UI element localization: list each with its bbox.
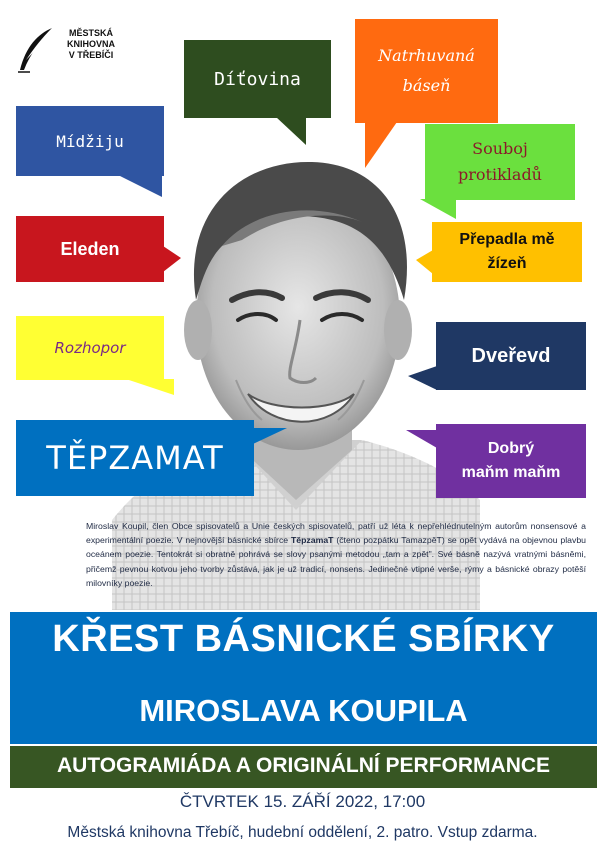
bubble-tepzamat-text: TĚPZAMAT xyxy=(46,439,224,477)
bubble-prepadla-line-2: žízeň xyxy=(487,255,527,272)
event-title: KŘEST BÁSNICKÉ SBÍRKY xyxy=(52,618,555,660)
bubble-midziju xyxy=(16,106,164,176)
bubble-eleden-tail xyxy=(163,246,181,272)
quill-icon xyxy=(16,26,56,74)
bubble-ditovina-text: Díťovina xyxy=(214,68,301,90)
bubble-souboj-tail xyxy=(420,199,456,219)
bubble-natrhuvana xyxy=(355,19,498,123)
bubble-dobry-line-2: maňm maňm xyxy=(461,464,561,481)
bubble-prepadla-line-1: Přepadla mě xyxy=(459,231,555,248)
bubble-rozhopor-text: Rozhopor xyxy=(54,339,126,357)
event-subtitle: AUTOGRAMIÁDA A ORIGINÁLNÍ PERFORMANCE xyxy=(56,754,551,777)
bubble-dverevd-tail xyxy=(408,366,437,390)
description-part-2: (čteno pozpátku TamazpěT) se opět vydává na objevnou plavbu oceánem poezie. Tentokrát si obratně pohrává se slovy psanými metodou „tam a zpět". Své básně nazývá vratnými básněmi, přičemž pevnou kotvou jeho tvorby zůstává, jak je už tradicí, nonsens. Jedinečné vtipné verše, rýmy a básnické obrazy potěší milovníky poezie. xyxy=(86,535,586,588)
bubble-rozhopor xyxy=(16,316,164,380)
bubble-prepadla-tail xyxy=(416,250,433,274)
logo-text xyxy=(56,28,126,61)
bubble-natrhuvana-tail xyxy=(365,122,397,168)
bubble-tepzamat xyxy=(16,420,254,496)
logo-line-1: MĚSTSKÁ xyxy=(68,28,113,38)
bubble-tepzamat-tail xyxy=(253,428,287,444)
description-book-title: TěpzamaT xyxy=(290,535,334,546)
bubble-dobry-line-1: Dobrý xyxy=(487,440,535,457)
description-text xyxy=(86,519,586,590)
event-date: ČTVRTEK 15. ZÁŘÍ 2022, 17:00 xyxy=(179,792,426,811)
bubble-midziju-text: Mídžiju xyxy=(56,131,124,151)
logo-line-2: KNIHOVNA xyxy=(66,39,115,49)
bubble-midziju-tail xyxy=(118,175,162,197)
bubble-dverevd xyxy=(436,322,586,390)
bubble-natrhuvana-line-1: Natrhuvaná xyxy=(378,46,475,65)
bubble-rozhopor-tail xyxy=(126,379,174,395)
description-part-1: Miroslav Koupil, člen Obce spisovatelů a Unie českých spisovatelů, patří už léta k nepřehlédnutelným autorům nonsensové a experimentální poezie. V nejnovější básnické sbírce xyxy=(86,521,586,546)
bubble-dverevd-text: Dveřevd xyxy=(471,344,551,367)
bubble-eleden-text: Eleden xyxy=(60,238,120,259)
bubble-natrhuvana-line-2: báseň xyxy=(402,76,451,95)
event-venue: Městská knihovna Třebíč, hudební oddělení, 2. patro. Vstup zdarma. xyxy=(67,824,538,841)
bubble-souboj xyxy=(425,124,575,200)
bubble-prepadla xyxy=(432,222,582,282)
bubble-souboj-line-1: Souboj xyxy=(472,139,528,158)
bubble-souboj-line-2: protikladů xyxy=(458,165,542,184)
bubble-dobry-tail xyxy=(406,430,437,448)
bubble-ditovina-tail xyxy=(276,117,306,145)
bubble-eleden xyxy=(16,216,164,282)
author-name: MIROSLAVA KOUPILA xyxy=(139,693,468,728)
library-logo xyxy=(16,26,126,74)
bubble-ditovina xyxy=(184,40,331,118)
bubble-dobry xyxy=(436,424,586,498)
logo-line-3: V TŘEBÍČI xyxy=(68,50,114,60)
